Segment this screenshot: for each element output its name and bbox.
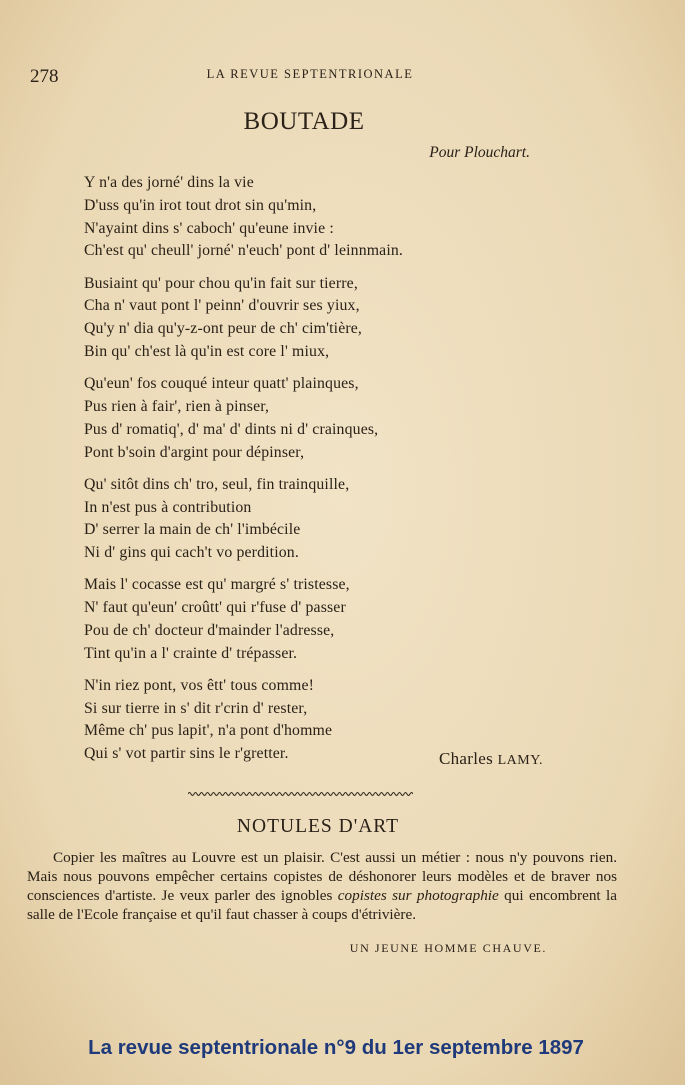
poem-dedication: Pour Plouchart. bbox=[429, 144, 530, 161]
verse: Pus rien à fair', rien à pinser, bbox=[84, 397, 270, 415]
signature-first-name: Charles bbox=[438, 749, 494, 768]
poem-body bbox=[84, 172, 544, 775]
poem-signature bbox=[439, 749, 543, 769]
verse: Y n'a des jorné' dins la vie bbox=[84, 174, 254, 191]
verse: N'in riez pont, vos êtt' tous comme! bbox=[84, 676, 315, 694]
verse: Cha n' vaut pont l' peinn' d'ouvrir ses yiux, bbox=[84, 297, 360, 315]
verse: Si sur tierre in s' dit r'crin d' rester, bbox=[84, 699, 308, 717]
page-number: 278 bbox=[30, 66, 59, 87]
verse: Même ch' pus lapit', n'a pont d'homme bbox=[84, 722, 333, 740]
running-title: LA REVUE SEPTENTRIONALE bbox=[206, 67, 414, 81]
paragraph-emphasis: copistes sur photographie bbox=[337, 887, 499, 904]
verse: In n'est pus à contribution bbox=[84, 498, 252, 516]
stanza-2 bbox=[84, 273, 544, 364]
verse: Ch'est qu' cheull' jorné' n'euch' pont d' leinnmain. bbox=[84, 242, 404, 260]
verse: Qui s' vot partir sins le r'gretter. bbox=[84, 745, 289, 763]
article-author: UN JEUNE HOMME CHAUVE. bbox=[349, 941, 547, 955]
paragraph-text: Copier les maîtres au Louvre est un plaisir. C'est aussi un métier : nous n'y pouvons rien. Mais nous pouvons empêcher certains copistes de déshonorer leurs modèles et de braver nos consciences d'artiste. Je veux parler des ignobles bbox=[27, 849, 617, 904]
stanza-3 bbox=[84, 373, 544, 464]
notules-paragraph bbox=[27, 848, 617, 924]
stanza-5 bbox=[84, 574, 544, 665]
verse: N'ayaint dins s' caboch' qu'eune invie : bbox=[84, 219, 334, 237]
verse: Tint qu'in a l' crainte d' trépasser. bbox=[84, 644, 298, 662]
image-caption: La revue septentrionale n°9 du 1er septembre 1897 bbox=[88, 1036, 584, 1059]
verse: Bin qu' ch'est là qu'in est core l' miux, bbox=[84, 342, 330, 360]
section-title: NOTULES D'ART bbox=[236, 816, 400, 837]
verse: Pont b'soin d'argint pour dépinser, bbox=[84, 443, 305, 461]
verse: D'uss qu'in irot tout drot sin qu'min, bbox=[84, 196, 317, 214]
page-header bbox=[0, 62, 685, 86]
verse: Qu'eun' fos couqué inteur quatt' plainques, bbox=[84, 375, 359, 393]
poem-title: BOUTADE bbox=[243, 108, 365, 135]
stanza-4 bbox=[84, 474, 544, 565]
verse: Pus d' romatiq', d' ma' d' dints ni d' crainques, bbox=[84, 420, 379, 438]
verse: Ni d' gins qui cach't vo perdition. bbox=[84, 544, 299, 562]
verse: Qu' sitôt dins ch' tro, seul, fin trainquille, bbox=[84, 475, 350, 493]
wavy-divider bbox=[188, 791, 413, 797]
verse: N' faut qu'eun' croûtt' qui r'fuse d' passer bbox=[84, 599, 346, 617]
verse: D' serrer la main de ch' l'imbécile bbox=[84, 521, 301, 539]
verse: Mais l' cocasse est qu' margré s' tristesse, bbox=[84, 576, 350, 594]
verse: Qu'y n' dia qu'y-z-ont peur de ch' cim'tière, bbox=[84, 320, 363, 338]
signature-last-name: LAMY. bbox=[497, 753, 543, 768]
stanza-1 bbox=[84, 172, 544, 263]
paragraph-text-end: qui encombrent la salle de l'Ecole française et qu'il faut chasser à coups d'étrivière. bbox=[27, 887, 617, 923]
verse: Busiaint qu' pour chou qu'in fait sur tierre, bbox=[84, 274, 358, 292]
verse: Pou de ch' docteur d'mainder l'adresse, bbox=[84, 621, 335, 639]
